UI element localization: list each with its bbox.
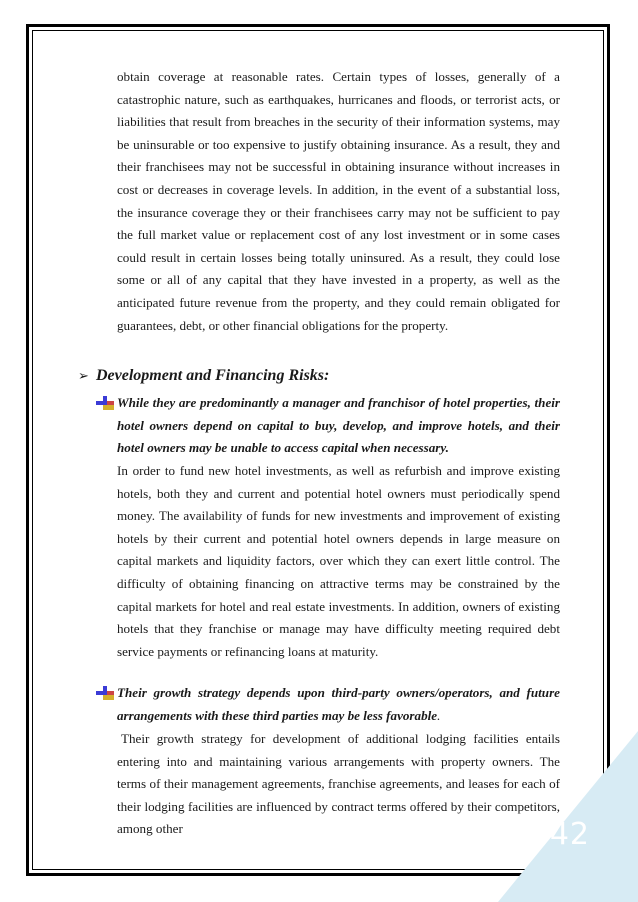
- risk2-title-end: .: [437, 707, 441, 723]
- risk1-title: While they are predominantly a manager and franchisor of hotel properties, their hotel owners depend on capital to buy, develop, and improve hotels, and their hotel owners may be unable to access capital when necessary.: [117, 395, 560, 456]
- risk2-title-text: Their growth strategy depends upon third-party owners/operators, and future arrangements with these third parties may be less favorable: [117, 685, 560, 723]
- intro-paragraph: [117, 66, 560, 337]
- risk2-title: [117, 682, 560, 727]
- plus-bullet-icon: [96, 396, 114, 410]
- risk1-body: In order to fund new hotel investments, as well as refurbish and improve existing hotels, both they and current and potential hotel owners must periodically spend money. The availability of funds for new investments and improvement of existing hotels by their current and potential hotel owners depends in large measure on capital markets and liquidity factors, over which they can exert little control. The difficulty of obtaining financing on attractive terms may be constrained by the capital markets for hotel and real estate investments. In addition, owners of existing hotels that they franchise or manage may have difficulty meeting required debt service payments or refinancing loans at maturity.: [117, 463, 560, 659]
- page-number: 42: [549, 817, 590, 852]
- section-heading: [78, 366, 558, 387]
- risk2-body: Their growth strategy for development of additional lodging facilities entails entering into and maintaining various arrangements with property owners. The terms of their management agreements, franchise agreements, and leases for each of their lodging facilities are influenced by contract terms offered by their competitors, among other: [117, 731, 560, 837]
- arrow-bullet-icon: ➢: [78, 369, 89, 384]
- plus-bullet-icon: [96, 686, 114, 700]
- section-heading-text: Development and Financing Risks:: [96, 367, 330, 384]
- intro-text: obtain coverage at reasonable rates. Certain types of losses, generally of a catastrophic nature, such as earthquakes, hurricanes and floods, or terrorist acts, or liabilities that result from breaches in the security of their information systems, may be uninsurable or too expensive to justify obtaining insurance. As a result, they and their franchisees may not be successful in obtaining insurance without increases in cost or decreases in coverage levels. In addition, in the event of a substantial loss, the insurance coverage they or their franchisees carry may not be sufficient to pay the full market value or replacement cost of any lost investment or in some cases could result in certain losses being totally uninsured. As a result, they could lose some or all of any capital that they have invested in a property, as well as the anticipated future revenue from the property, and they could remain obligated for guarantees, debt, or other financial obligations for the property.: [117, 69, 560, 333]
